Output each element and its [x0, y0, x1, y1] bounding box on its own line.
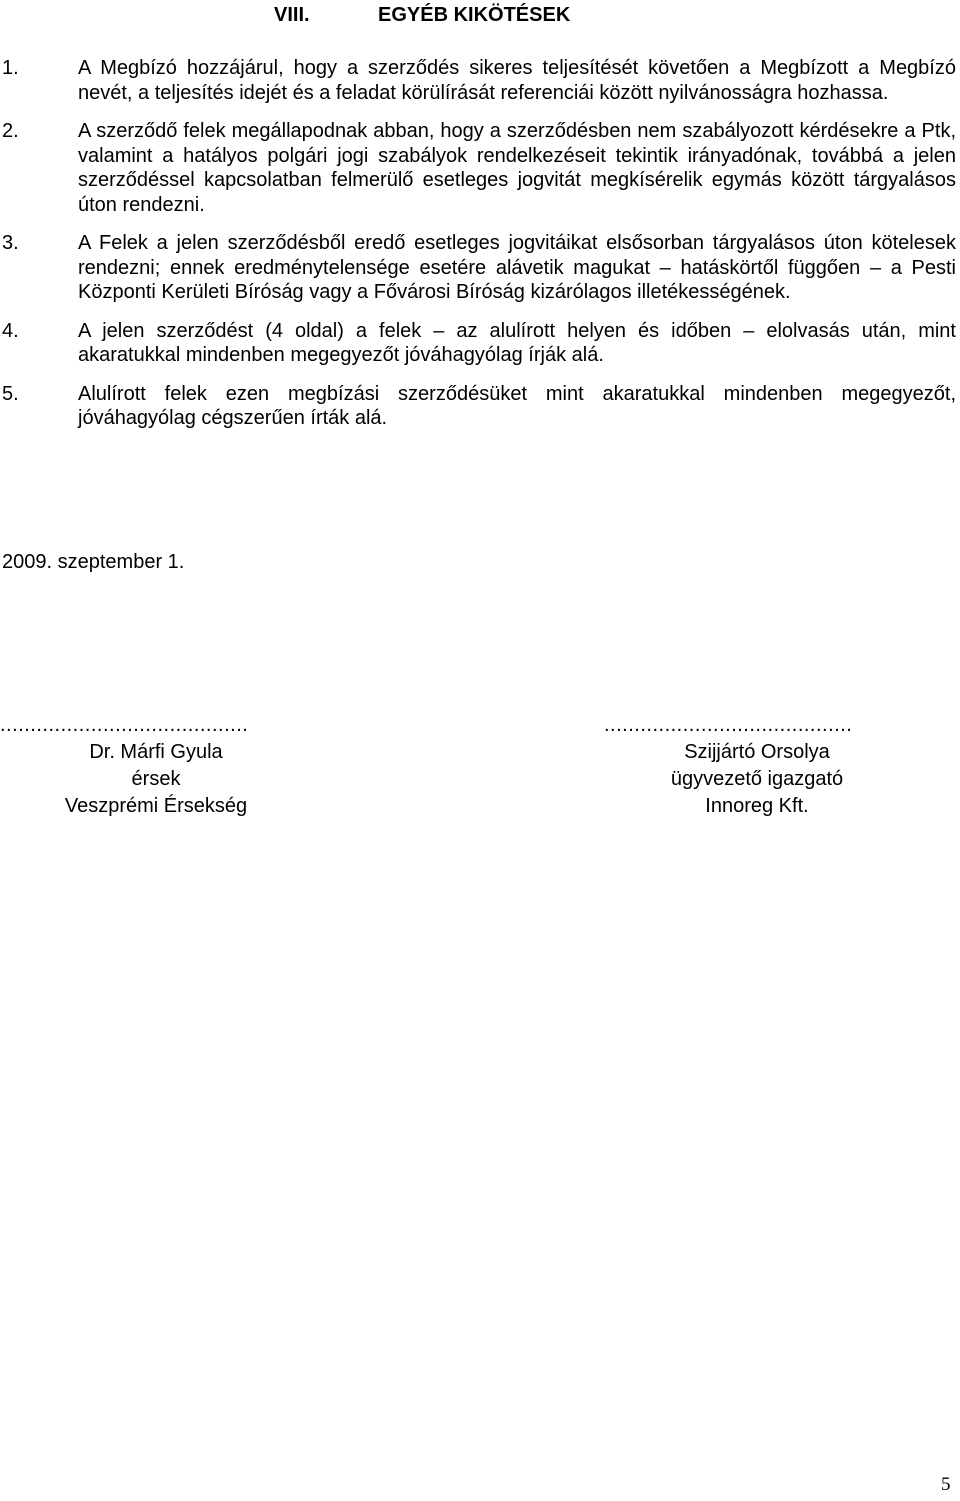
clause-item: [0, 382, 956, 431]
clause-item: [0, 56, 956, 105]
signing-date: 2009. szeptember 1.: [2, 551, 185, 573]
clause-number: 2.: [2, 120, 19, 142]
clause-text: A szerződő felek megállapodnak abban, hogy a szerződésben nem szabályozott kérdésekre a Ptk, valamint a hatályos polgári jogi szabályok rendelkezéseit tekintik irányadónak, továbbá a jelen szerződéssel kapcsolatban felmerülő esetleges jogvitát megkísérelik egymás között tárgyalásos úton rendezni.: [78, 120, 956, 216]
clause-number: 3.: [2, 232, 19, 254]
signatory-name: Dr. Márfi Gyula: [89, 741, 223, 763]
clause-text: Alulírott felek ezen megbízási szerződésüket mint akaratukkal mindenben megegyezőt, jóváhagyólag cégszerűen írták alá.: [78, 382, 956, 429]
clause-text: A jelen szerződést (4 oldal) a felek – az alulírott helyen és időben – elolvasás után, mint akaratukkal mindenben megegyezőt jóváhagyólag írják alá.: [78, 319, 956, 366]
signatory-title: ügyvezető igazgató: [670, 768, 844, 790]
signature-block-left: [0, 712, 312, 820]
clause-list: [0, 56, 960, 445]
signature-line: .........................................: [0, 714, 249, 736]
signatory-title: érsek: [131, 768, 181, 790]
signatory-organization: Veszprémi Érsekség: [64, 795, 248, 817]
signatory-organization: Innoreg Kft.: [705, 795, 809, 817]
clause-item: [0, 231, 956, 305]
clause-number: 5.: [2, 382, 19, 405]
clause-item: [0, 319, 956, 368]
clause-number: 4.: [2, 319, 19, 342]
clause-number: 1.: [2, 57, 19, 79]
signature-line: .........................................: [604, 714, 853, 736]
clause-text: A Megbízó hozzájárul, hogy a szerződés sikeres teljesítését követően a Megbízott a Megbízó nevét, a teljesítés idejét és a feladat körülírását referenciái között nyilvánosságra hozhassa.: [78, 57, 956, 104]
signature-block-right: [604, 712, 910, 820]
section-title: EGYÉB KIKÖTÉSEK: [378, 4, 571, 26]
page-number: 5: [941, 1474, 951, 1495]
signatory-name: Szijjártó Orsolya: [684, 741, 830, 763]
section-number: VIII.: [274, 4, 310, 26]
clause-item: [0, 119, 956, 217]
clause-text: A Felek a jelen szerződésből eredő esetleges jogvitáikat elsősorban tárgyalásos úton kötelesek rendezni; ennek eredménytelensége esetére alávetik magukat – hatáskörtől függően – a Pesti Központi Kerületi Bíróság vagy a Fővárosi Bíróság kizárólagos illetékességének.: [78, 232, 956, 303]
